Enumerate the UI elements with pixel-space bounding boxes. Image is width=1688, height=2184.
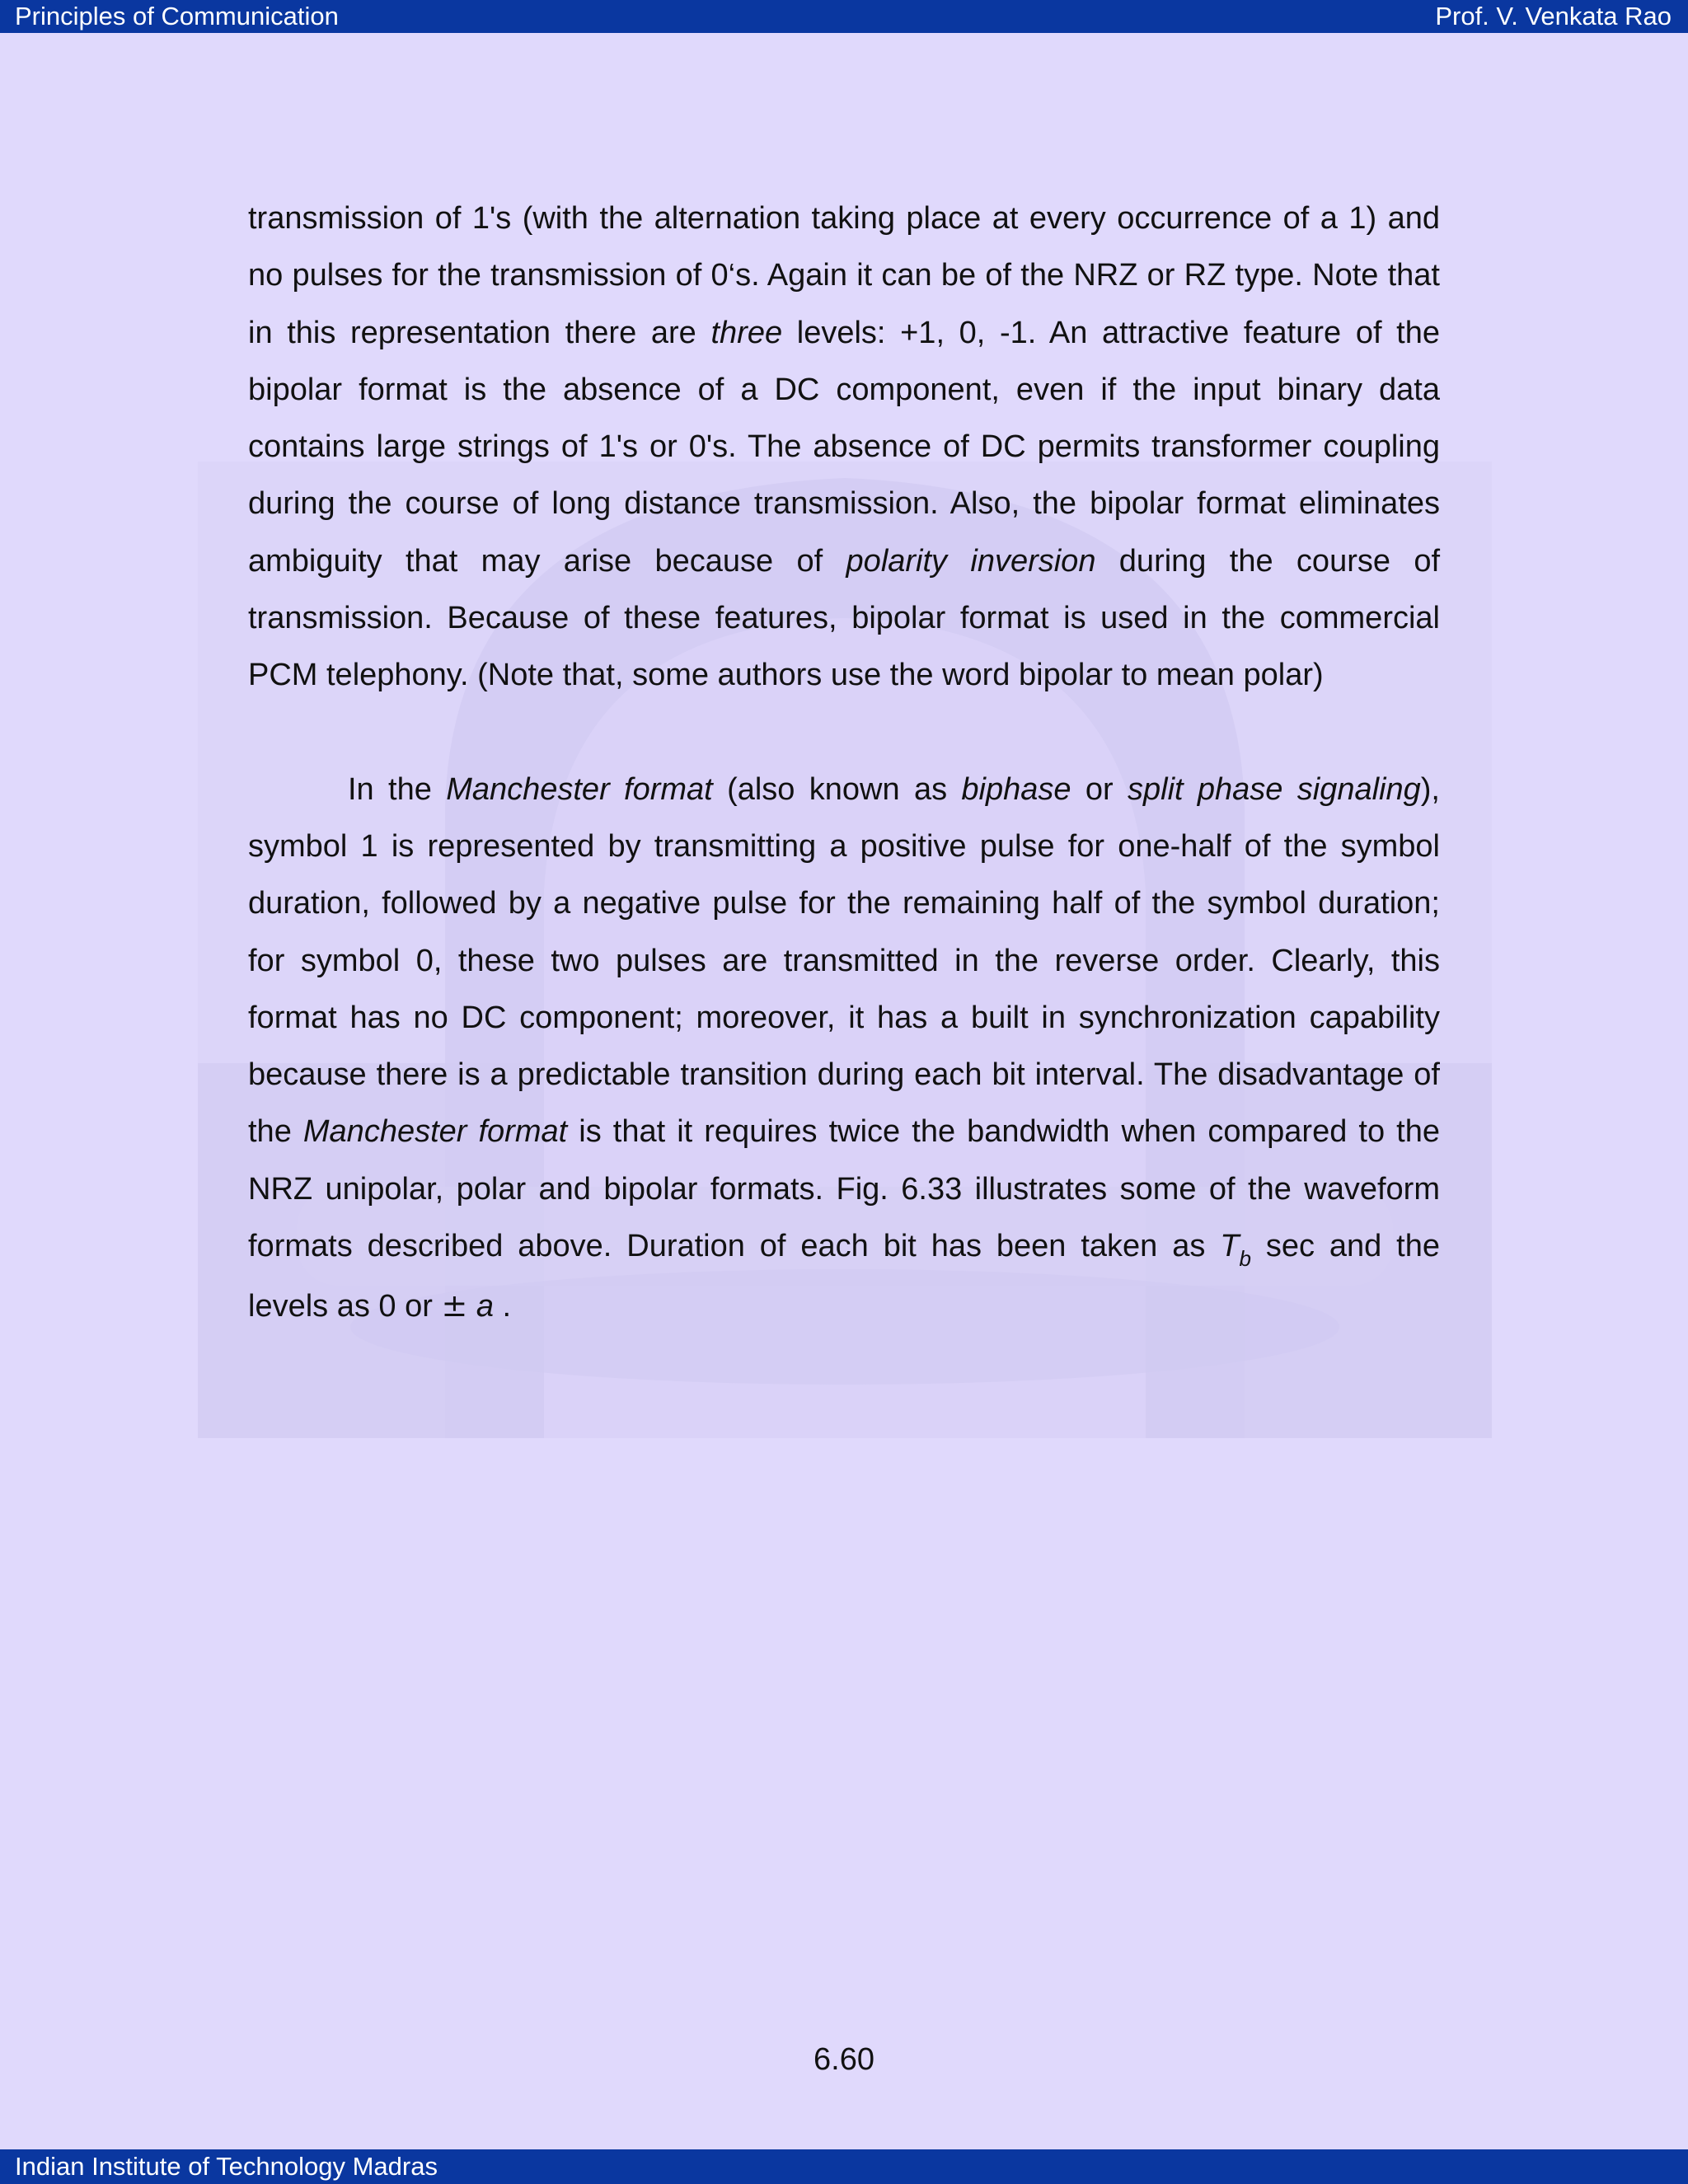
body-text <box>248 190 1440 1336</box>
paragraph-manchester <box>248 762 1440 1336</box>
para1-text-2: levels: +1, 0, -1. An attractive feature of the bipolar format is the absence of a DC component, even if the input binary data contains large strings of 1's or 0's. The absence of DC permits transformer coupling during the course of long distance transmission. Also, the bipolar format eliminates ambiguity that may arise because of <box>248 315 1440 579</box>
para2-text-5: is that it requires twice the bandwidth when compared to the NRZ unipolar, polar and bipolar formats. Fig. 6.33 illustrates some of the waveform formats described above. Duration of each bit has been taken as <box>248 1114 1440 1264</box>
emphasis-biphase: biphase <box>961 771 1071 807</box>
para1-text-1: transmission of 1's (with the alternation taking place at every occurrence of a 1) and no pulses for the transmission of 0‘s. Again it can be of the NRZ or RZ type. Note that in this representation there are <box>248 201 1440 350</box>
footer-bar <box>0 2149 1688 2184</box>
page-number: 6.60 <box>814 2042 874 2077</box>
institution-name: Indian Institute of Technology Madras <box>15 2152 438 2181</box>
para1-text-3: during the course of transmission. Because of these features, bipolar format is used in the commercial PCM telephony. (Note that, some authors use the word bipolar to mean polar) <box>248 543 1441 693</box>
course-title: Principles of Communication <box>15 2 339 30</box>
math-a: a <box>476 1289 494 1324</box>
para2-text-6: sec and the levels as 0 or <box>248 1229 1440 1324</box>
emphasis-polarity-inversion: polarity inversion <box>846 543 1096 579</box>
emphasis-manchester-format-2: Manchester format <box>302 1114 568 1150</box>
emphasis-split-phase: split phase signaling <box>1128 771 1421 807</box>
para2-text-4: ), symbol 1 is represented by transmitting a positive pulse for one-half of the symbol duration, followed by a negative pulse for the remaining half of the symbol duration; for symbol 0, these two pulses are transmitted in the reverse order. Clearly, this format has no DC component; moreover, it has a built in synchronization capability because there is a predictable transition during each bit interval. The disadvantage of the <box>248 771 1440 1150</box>
math-T: T <box>1220 1229 1240 1264</box>
para2-text-1: In the <box>348 771 447 807</box>
paragraph-bipolar <box>248 190 1440 705</box>
emphasis-three: three <box>710 315 783 350</box>
emphasis-manchester-format: Manchester format <box>446 771 713 807</box>
author-name: Prof. V. Venkata Rao <box>1435 2 1672 30</box>
para2-text-2: (also known as <box>712 771 962 807</box>
math-subscript-b: b <box>1239 1246 1251 1272</box>
math-plus-minus: ± <box>441 1287 468 1324</box>
para2-text-7: . <box>494 1289 512 1324</box>
header-bar <box>0 0 1688 33</box>
para2-text-3: or <box>1071 771 1128 807</box>
